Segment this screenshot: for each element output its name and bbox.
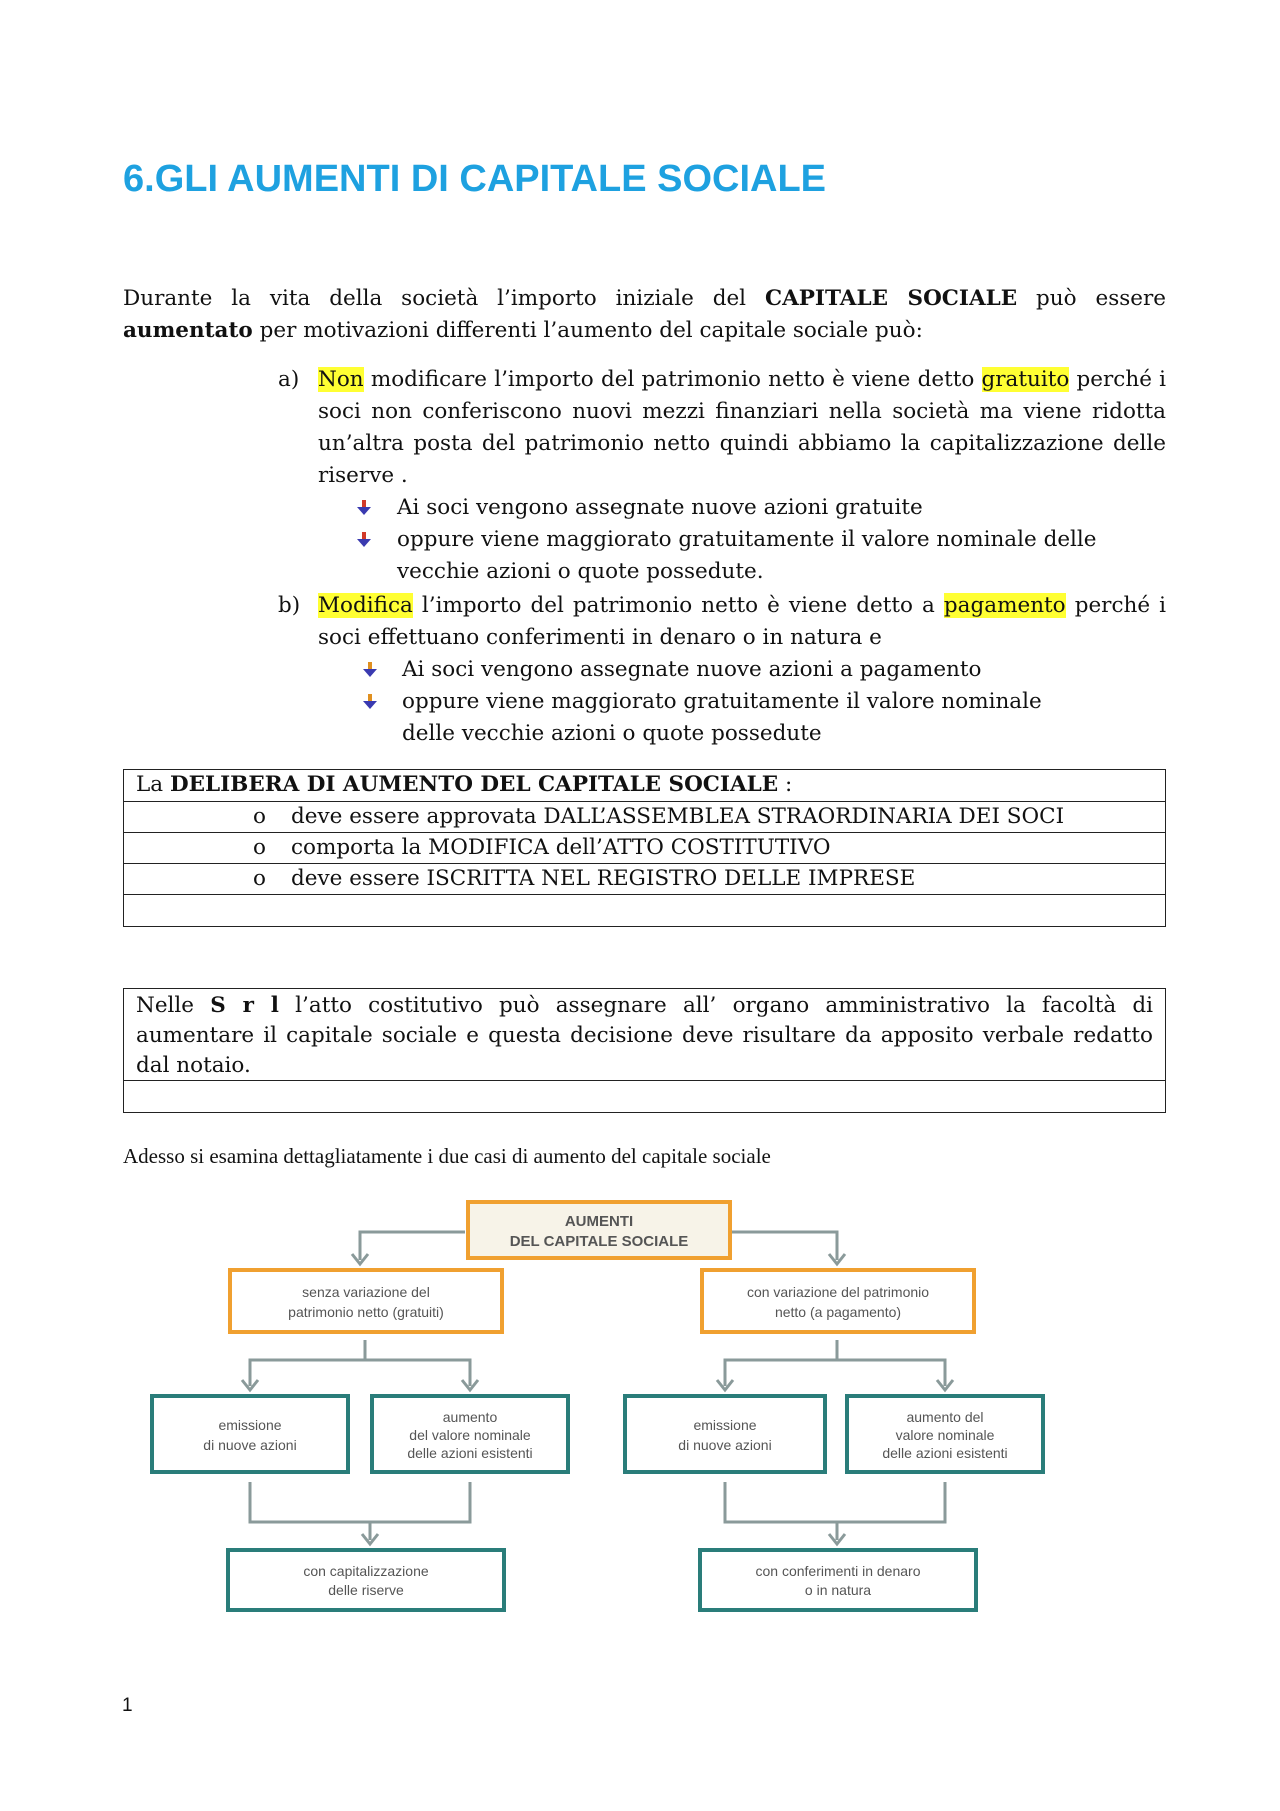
left-line-2: patrimonio netto (gratuiti) (288, 1304, 444, 1320)
delibera-empty-row (124, 895, 1165, 926)
list-letter: a) (278, 367, 300, 392)
bullet-text: oppure viene maggiorato gratuitamente il valore nominale delle (397, 527, 1097, 552)
arrow-down-bullet-icon (356, 531, 372, 549)
delibera-row: o comporta la MODIFICA dell’ATTO COSTITUTIVO (124, 833, 1165, 864)
svg-text:di nuove azioni: di nuove azioni (678, 1437, 772, 1453)
diagram-root-box (468, 1202, 730, 1258)
delibera-table (123, 769, 1166, 927)
svg-text:aumento: aumento (442, 1409, 498, 1425)
svg-text:emissione: emissione (693, 1417, 757, 1433)
delibera-header: La DELIBERA DI AUMENTO DEL CAPITALE SOCIALE : (124, 770, 1165, 802)
svg-text:delle riserve: delle riserve (328, 1582, 404, 1598)
svg-text:con capitalizzazione: con capitalizzazione (303, 1563, 429, 1579)
svg-text:del valore nominale: del valore nominale (409, 1427, 531, 1443)
diagram-rr-box (847, 1396, 1043, 1472)
left-line-1: senza variazione del (302, 1284, 430, 1300)
bullet-text-continued: vecchie azioni o quote possedute. (397, 559, 764, 584)
svg-text:delle azioni esistenti: delle azioni esistenti (407, 1445, 533, 1461)
root-line-1: AUMENTI (564, 1213, 634, 1230)
srl-text: Nelle S r l l’atto costitutivo può assegnare all’ organo amministrativo la facoltà di aumentare il capitale sociale e questa decisione deve risultare da apposito verbale redatto dal notaio. (124, 989, 1165, 1081)
arrow-down-bullet-icon (362, 661, 378, 679)
diagram-ll-box (152, 1396, 348, 1472)
right-line-1: con variazione del patrimonio (746, 1284, 930, 1300)
root-line-2: DEL CAPITALE SOCIALE (509, 1233, 689, 1250)
list-letter: b) (278, 593, 301, 618)
srl-table (123, 988, 1166, 1113)
page-number: 1 (122, 1695, 133, 1716)
svg-text:aumento del: aumento del (906, 1409, 984, 1425)
bullet-text: Ai soci vengono assegnate nuove azioni gratuite (397, 495, 923, 520)
right-line-2: netto (a pagamento) (774, 1304, 902, 1320)
svg-text:con conferimenti in denaro: con conferimenti in denaro (755, 1563, 921, 1579)
capital-increase-diagram (140, 1190, 1080, 1640)
list-item-text: Modifica l’importo del patrimonio netto è viene detto a pagamento perché i soci effettuano conferimenti in denaro o in natura e (318, 593, 1166, 650)
svg-text:o in natura: o in natura (804, 1582, 872, 1598)
arrow-down-bullet-icon (362, 693, 378, 711)
svg-text:emissione: emissione (218, 1417, 282, 1433)
list-item-text: Non modificare l’importo del patrimonio netto è viene detto gratuito perché i soci non conferiscono nuovi mezzi finanziari nella società ma viene ridotta un’altra posta del patrimonio netto quindi abbiamo la capitalizzazione delle riserve . (318, 367, 1167, 488)
diagram-rbottom-box (700, 1550, 976, 1610)
diagram-rl-box (625, 1396, 825, 1472)
srl-empty-row (124, 1081, 1165, 1112)
diagram-right-box (702, 1270, 974, 1332)
examine-sentence: Adesso si esamina dettagliatamente i due casi di aumento del capitale sociale (123, 1144, 771, 1168)
delibera-row: o deve essere ISCRITTA NEL REGISTRO DELLE IMPRESE (124, 864, 1165, 895)
svg-text:delle azioni esistenti: delle azioni esistenti (882, 1445, 1008, 1461)
svg-text:valore nominale: valore nominale (895, 1427, 995, 1443)
diagram-lr-box (372, 1396, 568, 1472)
svg-text:di nuove azioni: di nuove azioni (203, 1437, 297, 1453)
bullet-text-continued: delle vecchie azioni o quote possedute (402, 721, 822, 746)
diagram-lbottom-box (228, 1550, 504, 1610)
delibera-row: o deve essere approvata DALL’ASSEMBLEA STRAORDINARIA DEI SOCI (124, 802, 1165, 833)
intro-paragraph: Durante la vita della società l’importo iniziale del CAPITALE SOCIALE può essere aumentato per motivazioni differenti l’aumento del capitale sociale può: (123, 286, 1167, 343)
bullet-text: Ai soci vengono assegnate nuove azioni a pagamento (402, 657, 982, 682)
arrow-down-bullet-icon (356, 499, 372, 517)
diagram-left-box (230, 1270, 502, 1332)
page-title: 6.GLI AUMENTI DI CAPITALE SOCIALE (123, 158, 827, 200)
bullet-text: oppure viene maggiorato gratuitamente il valore nominale (402, 689, 1042, 714)
